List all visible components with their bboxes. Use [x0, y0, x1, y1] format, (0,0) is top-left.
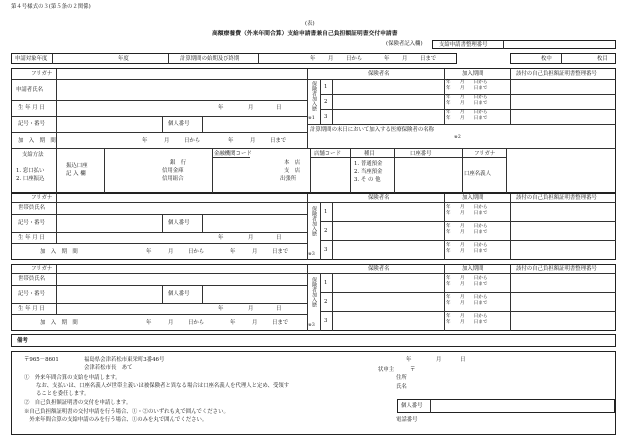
- kinyu-label: 記 入 欄: [66, 171, 86, 177]
- hoken-vertical: 保険者加入歴: [311, 81, 317, 111]
- shiten-label: 支 店: [284, 168, 301, 174]
- page-of-label: 枚中: [541, 56, 552, 62]
- form-number: 第４号様式の３(第５条の２関係): [11, 4, 91, 10]
- pay-method-label: 支給方法: [22, 152, 44, 158]
- footer-zip: 〒965－8601: [24, 357, 59, 363]
- footer-tel: 電話番号: [396, 417, 418, 423]
- calc-from: 日から: [346, 56, 363, 62]
- shinyo-kinko-label: 信用金庫: [162, 168, 184, 174]
- footer-kojin-label: 個人番号: [401, 403, 423, 409]
- seiri-box: [432, 40, 616, 49]
- footer-note1: ※自己負担額証明書の交付申請を行う場合、①・②のいずれも丸で囲んでください。: [24, 409, 229, 415]
- footer-p1b: なお、支払いは、口座名義人が世帯主義いは被保険者と異なる場合は口座名義人を代理人と定め、受領す: [36, 383, 290, 389]
- last-insurer-note: 計算期間の末日において加入する医療保険者の名称: [310, 127, 434, 133]
- toza-label: 2. 当座預金: [354, 169, 383, 175]
- member-block-2: フリガナ 世帯員氏名 記号・番号 個人番号 生 年 月 日 年 月 日 加 入 期 間 年 月 日から 年 月 日まで 保険者名 加入期間 該付の自己負担額証明書整理番号 保険者加入歴 ※3 1 2 3 年 月 日から 年 月 日まで 年 月 日から 年 月 日まで 年 月 日から 年 月 日まで: [11, 264, 616, 331]
- footer-addressee: 会津若松市長 あて: [84, 365, 133, 371]
- shumoku-label: 種目: [364, 151, 375, 157]
- koza-no-label: 口座番号: [410, 151, 432, 157]
- biko-label: 備考: [17, 338, 28, 344]
- birth-label: 生 年 月 日: [18, 105, 45, 111]
- footer-address: 福島県会津若松市東栄町3番46号: [84, 357, 165, 363]
- pay-method-1: 1. 窓口払い: [16, 168, 45, 174]
- kigo-label: 記号・番号: [18, 121, 45, 127]
- calc-to: 日まで: [420, 56, 437, 62]
- shutchosho-label: 出張所: [280, 176, 297, 182]
- page-title: 高額療養費（外来年間合算）支給申請書兼自己負担額証明書交付申請書: [212, 31, 398, 37]
- insurer-name-header: 保険者名: [368, 71, 390, 77]
- tenpo-code-label: 店舗コード: [314, 151, 341, 157]
- furigana-label: フリガナ: [31, 71, 53, 77]
- footer-jusho: 住所: [396, 375, 407, 381]
- seiri-label: 支給申請書整理番号: [439, 42, 488, 48]
- shinyo-kumiai-label: 信用組合: [162, 176, 184, 182]
- footer-kojin-box: [397, 399, 615, 413]
- member-block-1: フリガナ 世帯員氏名 記号・番号 個人番号 生 年 月 日 年 月 日 加 入 期 間 年 月 日から 年 月 日まで 保険者名 加入期間 該付の自己負担額証明書整理番号 保険者加入歴 ※3 1 2 3 年 月 日から 年 月 日まで 年 月 日から 年 月 日まで 年 月 日から 年 月 日まで: [11, 193, 616, 260]
- footer-applicant: 状申主: [378, 367, 395, 373]
- footer-p1: ① 外来年間合算の支給を申請します。: [24, 375, 121, 381]
- footer-note2: 外来年間合算の支給申請のみを行う場合、①のみを丸で囲んでください。: [24, 417, 208, 423]
- pay-furigana-label: フリガナ: [474, 151, 496, 157]
- member-name-label: 世帯員氏名: [18, 205, 45, 211]
- honten-label: 本 店: [284, 160, 301, 166]
- applicant-name-label: 申請者氏名: [16, 87, 43, 93]
- bank-label: 銀 行: [170, 160, 187, 166]
- biko-row: [11, 334, 616, 347]
- kikan-code-label: 金融機関コード: [214, 151, 252, 157]
- kanyu-period-label: 加 入 期 間: [18, 138, 56, 144]
- target-period-bar: 申請対象年度 年度 計算期間の始期及び終期 年 月 日から 年 月 日まで: [11, 53, 457, 64]
- omote-label: (表): [305, 21, 315, 27]
- jiko-no-header: 該付の自己負担額証明書整理番号: [516, 71, 597, 77]
- target-year-label: 申請対象年度: [15, 56, 48, 62]
- footer-block: 〒965－8601 福島県会津若松市東栄町3番46号 会津若松市長 あて 年 月 日 状申主 〒 住所 氏名 ① 外来年間合算の支給を申請します。 なお、支払いは、口座名義人が世帯主義いは被保険者と異なる場合は口座名義人を代理人と定め、受領す ることを委任します。 ② 自己負担額証明書の交付を申請します。 ※自己負担額証明書の交付申請を行う場合、①・②のいずれも丸で囲んでください。 外来年間合算の支給申請のみを行う場合、①のみを丸で囲んでください。 個人番号 電話番号: [11, 351, 616, 435]
- futsu-label: 1. 普通預金: [354, 161, 383, 167]
- footer-p2: ② 自己負担額証明書の交付を申請します。: [24, 400, 132, 406]
- sonota-label: 3. そ の 他: [354, 177, 381, 183]
- kanyu-kikan-header: 加入期間: [462, 71, 484, 77]
- insurer-fill-label: (保険者記入欄): [386, 41, 423, 47]
- year-unit: 年度: [118, 56, 129, 62]
- kojin-label: 個人番号: [168, 121, 190, 127]
- page-num-label: 枚目: [597, 56, 608, 62]
- footer-p1c: ることを委任します。: [36, 391, 90, 397]
- applicant-block: フリガナ 申請者氏名 生 年 月 日 年 月 日 記号・番号 個人番号 加 入 期 間 年 月 日から 年 月 日まで 保険者名 加入期間 該付の自己負担額証明書整理番号 保険者加入歴 ※1 1 2 3 年 月 日から 年 月 日まで 年 月 日から 年 月 日まで 年 月 日から 年 月 日まで 計算期間の末日において加入する医療保険者の名称 ※2 支給方法 1. 窓口払い 2. 口座振込 振込口座 記 入 欄 銀 行 信用金庫 信用組合 金融機関コード 本 店 支 店 出張所 店舗コード 種目 1. 普通預金 2. 当座預金 3. そ の 他 口座番号 フリガナ 口座名義人: [11, 68, 616, 193]
- pay-method-2: 2. 口座振込: [16, 176, 45, 182]
- footer-shimei: 氏名: [396, 384, 407, 390]
- meigi-label: 口座名義人: [464, 171, 491, 177]
- calc-period-label: 計算期間の始期及び終期: [180, 56, 240, 62]
- page-count-box: [510, 53, 616, 64]
- furikomi-label: 振込口座: [66, 163, 88, 169]
